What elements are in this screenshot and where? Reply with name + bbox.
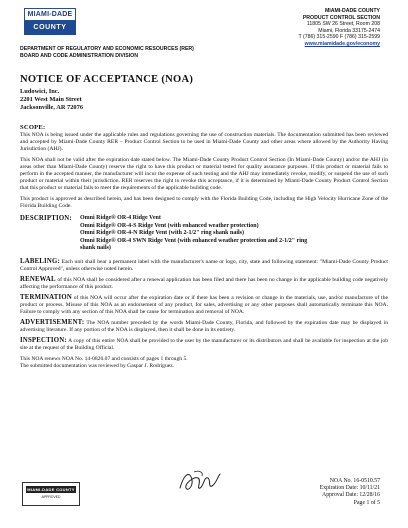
scope-paragraph-3: This product is approved as described herein, and has been designed to comply with the Florida Building Code, including the High Velocity Hurricane Zone of the Florida Building Code.	[20, 195, 388, 209]
miami-dade-logo	[24, 8, 76, 36]
inspection-text: A copy of this entire NOA shall be provided to the user by the manufacturer or its distributors and shall be available for inspection at the job site at the request of the Building Official.	[20, 338, 388, 352]
scope-paragraph-2: This NOA shall not be valid after the expiration date stated below. The Miami-Dade County Product Control Section (In Miami-Dade County) and/or the AHJ (in areas other than Miami-Dade County) reserve the right to have this product or material tested for quality assurance purposes. If this product or material fails to perform in the accepted manner, the manufacturer will incur the expense of such testing and the AHJ may immediately revoke, modify, or suspend the use of such product or material within their jurisdiction. RER reserves the right to revoke this acceptance, if it is determined by Miami-Dade County Product Control Section that this product or material fails to meet the requirements of the applicable building code.	[20, 156, 388, 191]
labeling-text: Each unit shall bear a permanent label with the manufacturer's name or logo, city, state and following statement: "Miami-Dade County Product Control Approved", unless otherwise noted herein.	[20, 259, 388, 273]
product-item-continued: shank nails)	[80, 245, 111, 252]
seal-bar-text: MIAMI-DADE COUNTY	[27, 487, 75, 492]
page-title: NOTICE OF ACCEPTANCE (NOA)	[20, 74, 194, 85]
seal-caption: APPROVED	[41, 495, 61, 499]
description-block	[20, 215, 388, 252]
termination-text: of this NOA will occur after the expiration date or if there has been a revision or change in the materials, use, and/or manufacture of the product or process. Misuse of this NOA as an endorsement of any product, for sales, advertising or any other purposes shall automatically terminate this NOA. Failure to comply with any section of this NOA shall be cause for termination and removal of NOA.	[20, 295, 388, 316]
product-list	[80, 215, 307, 252]
contact-address-1: 11805 SW 26 Street, Room 208	[306, 21, 380, 28]
renewal-text: of this NOA shall be considered after a renewal application has been filed and there has been no change in the applicable building code negatively affecting the performance of this product.	[20, 277, 388, 291]
description-label: DESCRIPTION:	[20, 215, 72, 223]
contact-phone: T (786) 315-2590 F (786) 315-2599	[298, 34, 380, 41]
department-heading	[20, 46, 230, 59]
advertisement-lead: ADVERTISEMENT:	[20, 319, 85, 327]
addressee-name: Ludowici, Inc.	[20, 88, 60, 95]
inspection-lead: INSPECTION:	[20, 337, 67, 345]
labeling-lead: LABELING:	[20, 258, 60, 266]
logo-top-text: MIAMI-DADE	[24, 8, 76, 21]
advertisement-text: The NOA number preceded by the words Miami-Dade County, Florida, and followed by the expiration date may be displayed in advertising literature. If any portion of the NOA is displayed, then it shall be done in its entirety.	[20, 320, 388, 334]
renewal-note: This NOA renews NOA No. 14-0820.07 and consists of pages 1 through 5.	[20, 356, 188, 363]
addressee-city: Jacksonville, AR 72076	[20, 103, 84, 111]
noa-footer	[320, 478, 380, 507]
product-item: Omni Ridge® OR-4-S Ridge Vent (with enhanced weather protection)	[80, 222, 259, 229]
contact-subtitle: PRODUCT CONTROL SECTION	[302, 14, 380, 21]
department-line-2: BOARD AND CODE ADMINISTRATION DIVISION	[20, 52, 138, 59]
signature-image	[174, 466, 226, 498]
addressee-street: 2201 West Main Street	[20, 95, 82, 103]
advertisement-section	[20, 320, 388, 334]
document-body	[20, 124, 388, 374]
contact-address-2: Miami, Florida 33175-2474	[318, 27, 380, 34]
addressee-block	[20, 88, 83, 111]
logo-bottom-text: COUNTY	[24, 21, 76, 35]
expiration-date: Expiration Date: 10/11/21	[319, 485, 380, 492]
scope-heading: SCOPE:	[20, 124, 46, 131]
department-line-1: DEPARTMENT OF REGULATORY AND ECONOMIC RESOURCES (RER)	[20, 46, 194, 52]
reviewer-note: The submitted documentation was reviewed by Gaspar J. Rodriguez.	[20, 363, 175, 370]
scope-paragraph-1: This NOA is being issued under the applicable rules and regulations governing the use of construction materials. The documentation submitted has been reviewed and accepted by Miami-Dade County RER – Product Control Section to be used in Miami-Dade County and other areas where allowed by the Authority Having Jurisdiction (AHJ).	[20, 132, 388, 152]
contact-title: MIAMI-DADE COUNTY	[324, 8, 380, 14]
noa-number: NOA No. 16-0510.57	[329, 478, 380, 484]
labeling-section	[20, 259, 388, 273]
product-item: Omni Ridge® OR-4 SWN Ridge Vent (with enhanced weather protection and 2-1/2" ring	[80, 237, 308, 244]
page-number: Page 1 of 5	[353, 499, 380, 506]
inspection-section	[20, 338, 388, 352]
approval-date: Approval Date: 12/28/16	[322, 492, 380, 499]
product-item: Omni Ridge® OR-4-N Ridge Vent (with 2-1/2" ring shank nails)	[80, 230, 244, 237]
contact-website-link[interactable]: www.miamidade.gov/economy	[304, 40, 380, 47]
renewal-lead: RENEWAL	[20, 276, 56, 284]
contact-block	[230, 8, 380, 48]
renewal-section	[20, 277, 388, 291]
termination-section	[20, 295, 388, 316]
approval-seal	[22, 482, 80, 506]
termination-lead: TERMINATION	[20, 294, 72, 302]
product-item: Omni Ridge® OR-4 Ridge Vent	[80, 215, 161, 222]
